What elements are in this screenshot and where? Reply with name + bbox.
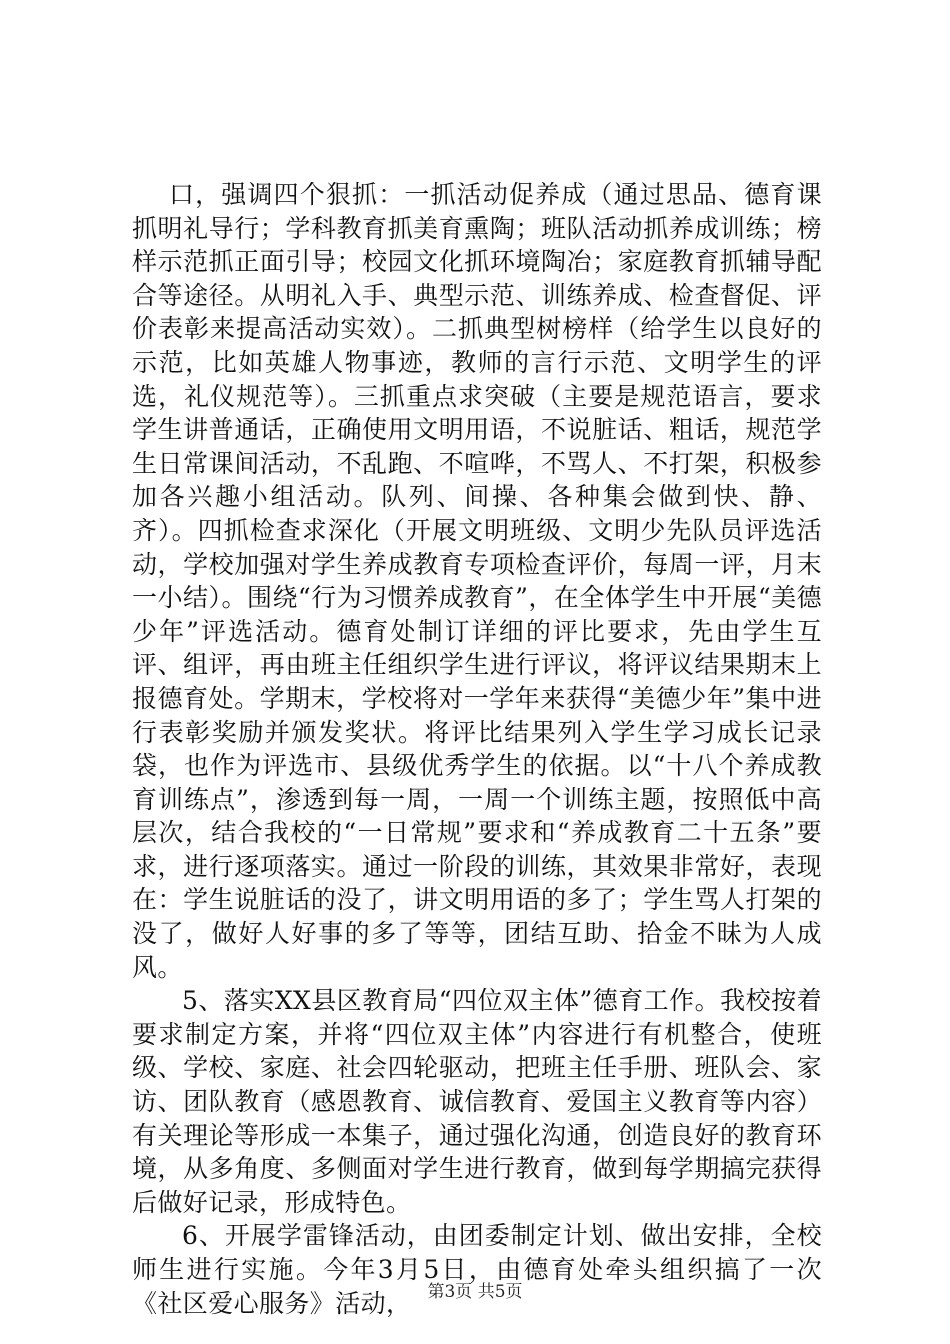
paragraph-continuation: 口，强调四个狠抓：一抓活动促养成（通过思品、德育课抓明礼导行；学科教育抓美育熏陶；班队活动抓养成训练；榜样示范抓正面引导；校园文化抓环境陶冶；家庭教育抓辅导配合等途径。从明礼入手、典型示范、训练养成、检查督促、评价表彰来提高活动实效）。二抓典型树榜样（给学生以良好的示范，比如英雄人物事迹，教师的言行示范、文明学生的评选，礼仪规范等）。三抓重点求突破（主要是规范语言，要求学生讲普通话，正确使用文明用语，不说脏话、粗话，规范学生日常课间活动，不乱跑、不喧哗，不骂人、不打架，积极参加各兴趣小组活动。队列、间操、各种集会做到快、静、齐）。四抓检查求深化（开展文明班级、文明少先队员评选活动，学校加强对学生养成教育专项检查评价，每周一评，月末一小结）。围绕“行为习惯养成教育”，在全体学生中开展“美德少年”评选活动。德育处制订详细的评比要求，先由学生互评、组评，再由班主任组织学生进行评议，将评议结果期末上报德育处。学期末，学校将对一学年来获得“美德少年”集中进行表彰奖励并颁发奖状。将评比结果列入学生学习成长记录袋，也作为评选市、县级优秀学生的依据。以“十八个养成教育训练点”，渗透到每一周，一周一个训练主题，按照低中高层次，结合我校的“一日常规”要求和“养成教育二十五条”要求，进行逐项落实。通过一阶段的训练，其效果非常好，表现在：学生说脏话的没了，讲文明用语的多了；学生骂人打架的没了，做好人好事的多了等等，团结互助、拾金不昧为人成风。: [132, 180, 822, 982]
document-body: [132, 178, 822, 1320]
page-number-footer: 第3页 共5页: [427, 1282, 523, 1302]
paragraph-item-6: 6、开展学雷锋活动，由团委制定计划、做出安排，全校师生进行实施。今年3月5日，由德育处牵头组织搞了一次《社区爱心服务》活动，: [132, 1221, 822, 1318]
paragraph-item-5: 5、落实XX县区教育局“四位双主体”德育工作。我校按着要求制定方案，并将“四位双主体”内容进行有机整合，使班级、学校、家庭、社会四轮驱动，把班主任手册、班队会、家访、团队教育（感恩教育、诚信教育、爱国主义教育等内容）有关理论等形成一本集子，通过强化沟通，创造良好的教育环境，从多角度、多侧面对学生进行教育，做到每学期搞完获得后做好记录，形成特色。: [132, 986, 822, 1217]
